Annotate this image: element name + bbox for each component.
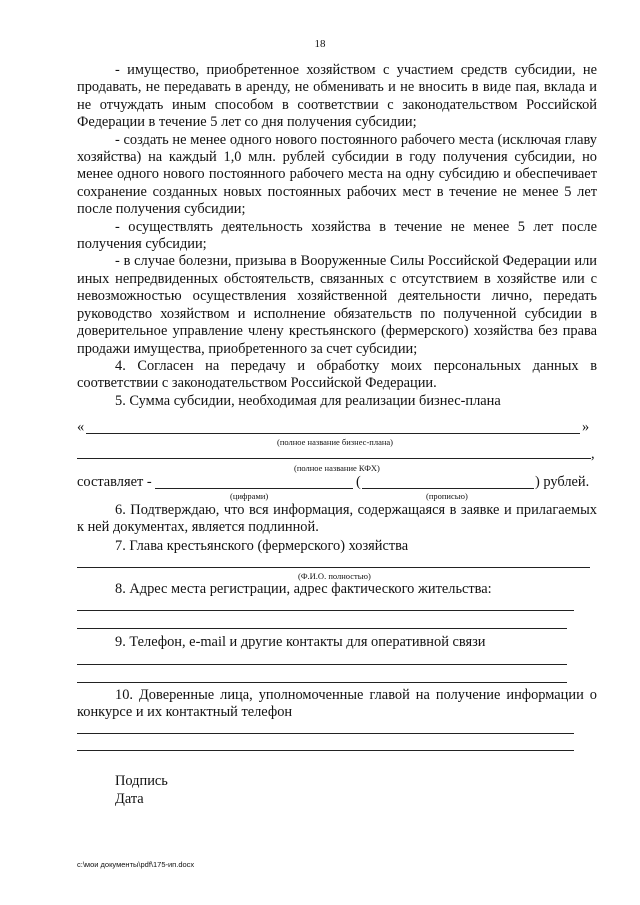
item-confirmation: 6. Подтверждаю, что вся информация, содержащаяся в заявке и прилагаемых к ней документах, является подлинной. (77, 502, 597, 536)
caption-kfh: (полное название КФХ) (294, 463, 380, 473)
item-head-label: 7. Глава крестьянского (фермерского) хозяйства (115, 538, 409, 554)
address-field-1[interactable] (77, 610, 574, 611)
kfh-comma: , (591, 446, 595, 462)
caption-business-plan: (полное название бизнес-плана) (277, 437, 393, 447)
item-address-label: 8. Адрес места регистрации, адрес фактического жительства: (115, 581, 492, 597)
footer-file-path: c:\мои документы\pdf\175-ип.docx (77, 860, 195, 869)
trusted-persons-field-1[interactable] (77, 733, 574, 734)
amount-words-field[interactable] (362, 488, 534, 489)
paragraph-jobs: - создать не менее одного нового постоянного рабочего места (исключая главу хозяйства) на каждый 1,0 млн. рублей субсидии в году получения субсидии, но менее одного нового постоянного рабочего места на одну субсидию и обеспечивает сохранение созданных новых постоянных рабочих мест в течение не менее 5 лет после получения субсидии; (77, 131, 597, 218)
amount-prefix: составляет - (77, 474, 152, 490)
kfh-name-field[interactable] (77, 458, 591, 459)
signature-label: Подпись (115, 773, 168, 789)
paragraph-consent: 4. Согласен на передачу и обработку моих персональных данных в соответствии с законодательством Российской Федерации. (77, 357, 597, 392)
caption-fio: (Ф.И.О. полностью) (298, 571, 371, 581)
quote-open: « (77, 419, 85, 435)
amount-paren-open: ( (356, 474, 361, 490)
business-plan-name-field[interactable] (86, 433, 580, 434)
paragraph-illness: - в случае болезни, призыва в Вооруженные Силы Российской Федерации или иных непредвиденных обстоятельств, связанных с отсутствием в хозяйстве или с невозможностью осуществления хозяйственной деятельности лично, передать руководство хозяйством и исполнение обязательств по полученной субсидии в доверительное управление члену крестьянского (фермерского) хозяйства без права продажи имущества, приобретенного за счет субсидии; (77, 253, 597, 357)
date-label: Дата (115, 791, 144, 807)
trusted-persons-field-2[interactable] (77, 750, 574, 751)
item-contacts-label: 9. Телефон, e-mail и другие контакты для оперативной связи (115, 634, 486, 650)
head-fio-field[interactable] (77, 567, 590, 568)
page-number: 18 (314, 38, 326, 50)
caption-words: (прописью) (426, 491, 468, 501)
contacts-field-1[interactable] (77, 664, 567, 665)
contacts-field-2[interactable] (77, 682, 567, 683)
amount-suffix: ) рублей. (535, 474, 590, 490)
item-trusted-persons: 10. Доверенные лица, уполномоченные главой на получение информации о конкурсе и их контактный телефон (77, 687, 597, 721)
paragraph-activity: - осуществлять деятельность хозяйства в течение не менее 5 лет после получения субсидии; (77, 218, 597, 253)
quote-close: » (582, 419, 590, 435)
address-field-2[interactable] (77, 628, 567, 629)
obligations-text (77, 62, 597, 410)
amount-digits-field[interactable] (155, 488, 353, 489)
paragraph-property: - имущество, приобретенное хозяйством с участием средств субсидии, не продавать, не передавать в аренду, не обменивать и не вносить в виде пая, вклада и не отчуждать иным способом в соответствии с законодательством Российской Федерации в течение 5 лет со дня получения субсидии; (77, 62, 597, 131)
caption-digits: (цифрами) (230, 491, 269, 501)
paragraph-subsidy-sum: 5. Сумма субсидии, необходимая для реализации бизнес-плана (115, 392, 501, 409)
